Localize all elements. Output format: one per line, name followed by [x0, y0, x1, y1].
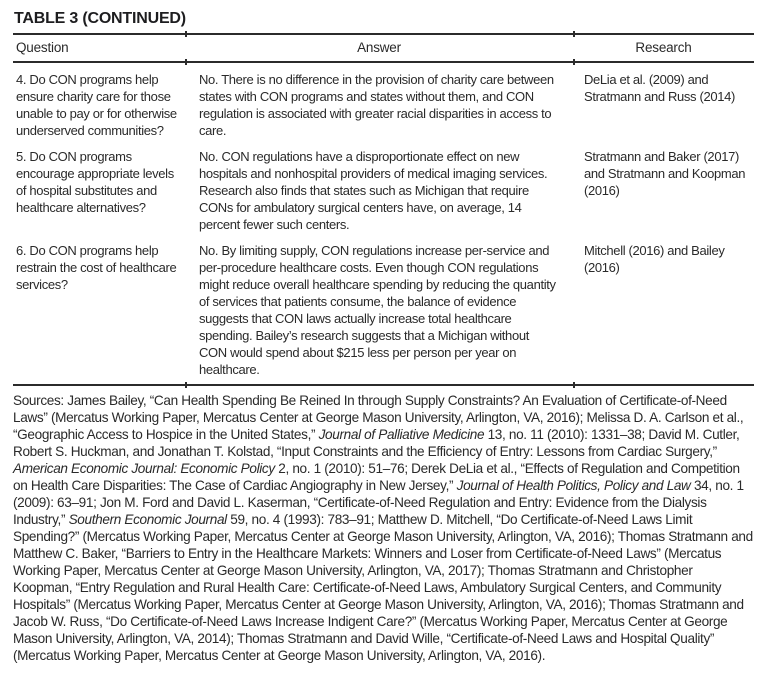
table-row — [13, 148, 754, 233]
research-cell: Mitchell (2016) and Bailey (2016) — [584, 243, 725, 275]
table-row — [13, 71, 754, 139]
column-divider-tick — [185, 59, 187, 65]
table-body — [13, 71, 754, 378]
source-text: 2, no. 1 (2010): 51–76; Derek DeLia et al., “Effects of Regulation and Competition on Health Care Disparities: The Case of Cardiac Angiography in New Jersey,” — [13, 460, 740, 493]
column-divider-tick — [185, 31, 187, 37]
source-journal-title: Journal of Palliative Medicine — [318, 426, 485, 442]
column-divider-tick — [573, 59, 575, 65]
column-header-research: Research — [635, 40, 692, 55]
column-divider-tick — [573, 382, 575, 388]
source-journal-title: American Economic Journal: Economic Policy — [13, 460, 275, 476]
answer-cell: No. By limiting supply, CON regulations increase per-service and per-procedure healthcare costs. Even though CON regulations might reduce overall healthcare spending by reducing the quantity of services that patients consume, the balance of evidence suggests that CON laws actually increase total healthcare spending. Bailey’s research suggests that a Michigan without CON would spend about $215 less per person per year on healthcare. — [199, 243, 556, 377]
source-text: 34, no. 1 (2009): 63–91; Jon M. Ford and David L. Kaserman, “Certificate-of-Need Regulation and Entry: Evidence from the Dialysis Industry,” — [13, 477, 744, 527]
column-header-question: Question — [16, 40, 69, 55]
table-bottom-rule — [13, 384, 754, 386]
answer-cell: No. CON regulations have a disproportionate effect on new hospitals and nonhospital providers of medical imaging services. Research also finds that states such as Michigan that require CONs for ambulatory surgical centers have, on average, 14 percent fewer such centers. — [199, 149, 548, 232]
question-cell: 5. Do CON programs encourage appropriate levels of hospital substitutes and healthcare alternatives? — [16, 149, 174, 215]
source-text: 59, no. 4 (1993): 783–91; Matthew D. Mitchell, “Do Certificate-of-Need Laws Limit Spending?” (Mercatus Working Paper, Mercatus Center at George Mason University, Arlington, VA, 2016); Thomas Stratmann and Matthew C. Baker, “Barriers to Entry in the Healthcare Markets: Winners and Loser from Certificate-of-Need Laws” (Mercatus Working Paper, Mercatus Center at George Mason University, Arlington, VA, 2017); Thomas Stratmann and Christopher Koopman, “Entry Regulation and Rural Health Care: Certificate-of-Need Laws, Ambulatory Surgical Centers, and Community Hospitals” (Mercatus Working Paper, Mercatus Center at George Mason University, Arlington, VA, 2016); Thomas Stratmann and Jacob W. Russ, “Do Certificate-of-Need Laws Increase Indigent Care?” (Mercatus Working Paper, Mercatus Center at George Mason University, Arlington, VA, 2014); Thomas Stratmann and David Wille, “Certificate-of-Need Laws and Hospital Quality” (Mercatus Working Paper, Mercatus Center at George Mason University, Arlington, VA, 2016). — [13, 511, 753, 663]
column-divider-tick — [573, 31, 575, 37]
source-text: Sources: James Bailey, “Can Health Spending Be Reined In through Supply Constraints? An Evaluation of Certificate-of-Need Laws” (Mercatus Working Paper, Mercatus Center at George Mason University, Arlington, VA, 2016); Melissa D. A. Carlson et al., “Geographic Access to Hospice in the United States,” — [13, 392, 744, 442]
source-journal-title: Southern Economic Journal — [68, 511, 227, 527]
research-cell: Stratmann and Baker (2017) and Stratmann and Koopman (2016) — [584, 149, 746, 198]
table-header-row — [13, 35, 754, 61]
source-text: 13, no. 11 (2010): 1331–38; David M. Cutler, Robert S. Huckman, and Jonathan T. Kolstad, “Input Constraints and the Efficiency of Entry: Lessons from Cardiac Surgery,” — [13, 426, 740, 459]
table-title: TABLE 3 (CONTINUED) — [14, 10, 186, 27]
table-top-rule — [13, 33, 754, 35]
answer-cell: No. There is no difference in the provision of charity care between states with CON programs and states without them, and CON regulation is associated with greater racial disparities in access to care. — [199, 72, 554, 138]
header-bottom-rule — [13, 61, 754, 63]
question-cell: 6. Do CON programs help restrain the cost of healthcare services? — [16, 243, 177, 292]
column-divider-tick — [185, 382, 187, 388]
question-cell: 4. Do CON programs help ensure charity care for those unable to pay or for otherwise underserved communities? — [16, 72, 177, 138]
research-cell: DeLia et al. (2009) and Stratmann and Russ (2014) — [584, 72, 735, 104]
table-row — [13, 242, 754, 378]
source-journal-title: Journal of Health Politics, Policy and Law — [456, 477, 691, 493]
sources-paragraph — [13, 392, 754, 664]
column-header-answer: Answer — [357, 40, 401, 55]
